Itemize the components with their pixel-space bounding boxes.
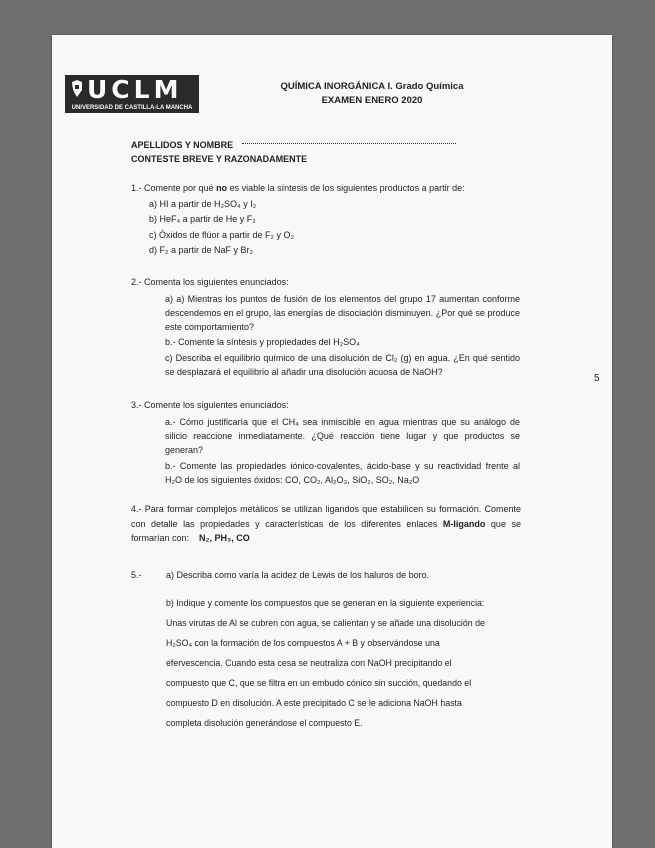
- question-3-title: 3.- Comente los siguientes enunciados:: [131, 400, 289, 410]
- q4-text: 4.- Para formar complejos metálicos se utilizan ligandos que estabilicen su formación. Comente con detalle las propiedades y características de los diferentes enlaces: [131, 504, 521, 529]
- margin-mark: 5: [594, 373, 600, 384]
- q5-b-line: b) Indique y comente los compuestos que se generan en la siguiente experiencia:: [166, 598, 485, 608]
- q5-b-line: compuesto que C, que se filtra en un embudo cónico sin succión, quedando el: [166, 678, 472, 688]
- q3-item-a: a.- Cómo justificaría que el CH₄ sea inmiscible en agua mientras que su análogo de silicio reaccione inmediatamente. ¿Qué reacción tiene lugar y que productos se generan?: [165, 417, 520, 455]
- q1-item: c) Óxidos de flúor a partir de F₂ y O₂: [149, 230, 295, 240]
- instruction: CONTESTE BREVE Y RAZONADAMENTE: [131, 154, 308, 164]
- q5-b-line: efervescencia. Cuando esta cesa se neutraliza con NaOH precipitando el: [166, 658, 452, 668]
- q2-item-b: b.- Comente la síntesis y propiedades del H₂SO₄: [165, 337, 360, 347]
- q1-prefix: 1.- Comente por qué: [131, 183, 217, 193]
- q5-item-a: a) Describa como varía la acidez de Lewis de los haluros de boro.: [166, 570, 430, 580]
- q5-b-line: compuesto D en disolución. A este precipitado C se le adiciona NaOH hasta: [166, 698, 462, 708]
- q5-b-line: Unas virutas de Al se cubren con agua, se calientan y se añade una disolución de: [166, 618, 485, 628]
- q1-item: b) HeF₄ a partir de He y F₂: [149, 214, 256, 224]
- q4-bold: M-ligando: [442, 518, 486, 529]
- q1-suffix: es viable la síntesis de los siguientes productos a partir de:: [227, 183, 465, 193]
- question-2-title: 2.- Comenta los siguientes enunciados:: [131, 277, 289, 287]
- logo-subtitle: UNIVERSIDAD DE CASTILLA-LA MANCHA: [71, 105, 193, 111]
- q2-item-a: a) a) Mientras los puntos de fusión de los elementos del grupo 17 aumentan conforme descendemos en el grupo, las energías de disociación disminuyen. ¿Por qué se produce este comportamiento?: [165, 294, 520, 332]
- q1-item: a) HI a partir de H₂SO₄ y I₂: [149, 199, 257, 209]
- q5-b-line: H₂SO₄ con la formación de los compuestos A + B y observándose una: [166, 638, 440, 648]
- question-5-number: 5.-: [131, 570, 142, 580]
- university-logo: [65, 75, 199, 113]
- crest-icon: [69, 80, 85, 98]
- q5-b-line: completa disolución generándose el compuesto E.: [166, 718, 363, 728]
- name-label: APELLIDOS Y NOMBRE: [131, 140, 234, 150]
- q4-ligands: N₂, PH₃, CO: [199, 533, 250, 543]
- q1-item: d) F₂ a partir de NaF y Br₂: [149, 245, 254, 255]
- exam-header: [252, 80, 492, 108]
- course-title: QUÍMICA INORGÁNICA I. Grado Química: [280, 81, 464, 92]
- q4-text2: que se formarían con:: [131, 518, 521, 543]
- logo-text: UCLM: [87, 75, 183, 104]
- q1-bold: no: [216, 183, 228, 193]
- question-1-title: [131, 182, 465, 194]
- name-line: [242, 143, 456, 144]
- exam-page: [52, 35, 612, 848]
- question-4: [131, 502, 521, 546]
- exam-title: EXAMEN ENERO 2020: [321, 95, 423, 106]
- q2-item-c: c) Describa el equilibrio químico de una disolución de Cl₂ (g) en agua. ¿En qué sentido se desplazará el equilibrio al añadir una disolución acuosa de NaOH?: [165, 353, 520, 377]
- q3-item-b: b.- Comente las propiedades iónico-covalentes, ácido-base y su reactividad frente al H₂O de los siguientes óxidos: CO, CO₂, Al₂O₃, SiO₂, SO₂, Na₂O: [165, 461, 520, 485]
